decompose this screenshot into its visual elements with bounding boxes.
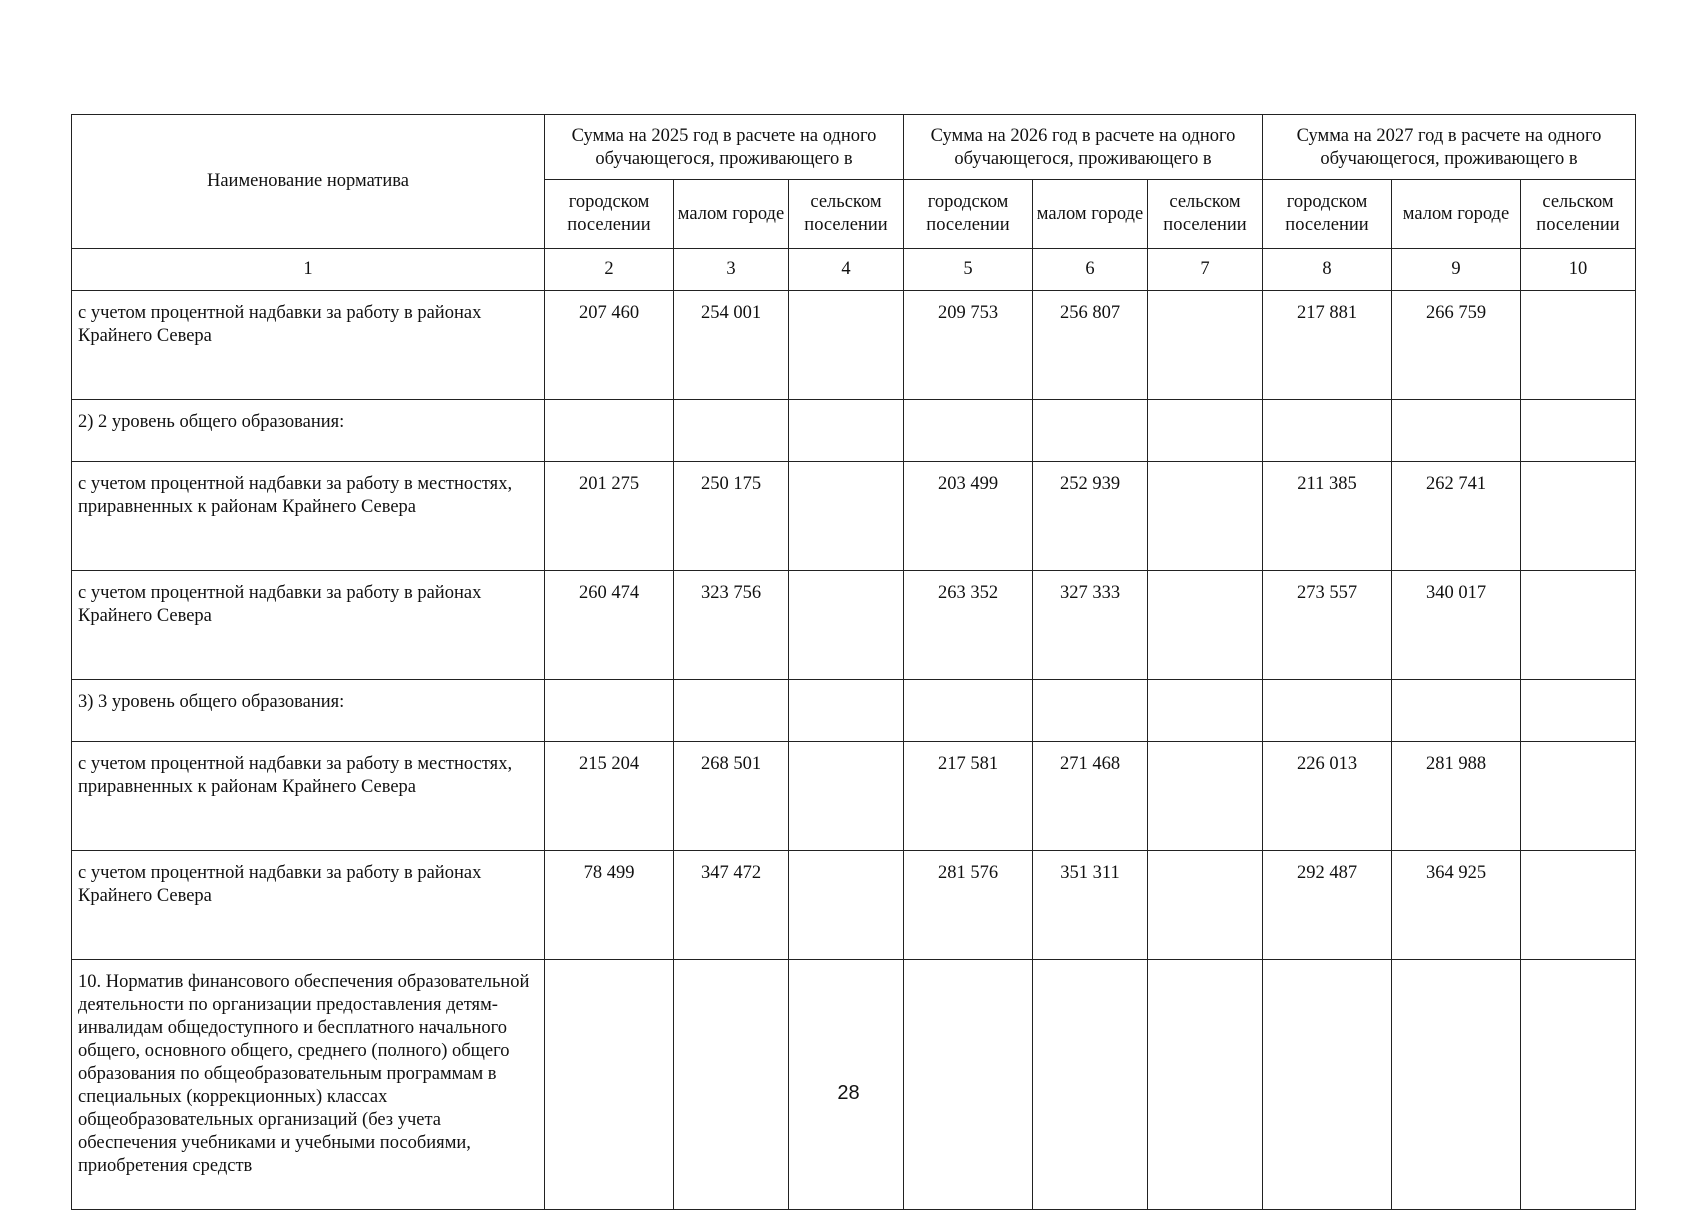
column-number: 4 [789,249,904,291]
value-cell: 263 352 [904,571,1033,680]
column-number: 7 [1148,249,1263,291]
table-row [72,680,1636,742]
subheader-cell: малом городе [1392,180,1521,249]
value-cell: 209 753 [904,291,1033,400]
value-cell: 217 581 [904,742,1033,851]
value-cell [904,680,1033,742]
value-cell: 256 807 [1033,291,1148,400]
column-number: 6 [1033,249,1148,291]
value-cell [1033,680,1148,742]
value-cell [1521,851,1636,960]
value-cell: 281 988 [1392,742,1521,851]
value-cell: 217 881 [1263,291,1392,400]
row-name: с учетом процентной надбавки за работу в районах Крайнего Севера [72,571,545,680]
value-cell [1392,400,1521,462]
value-cell [789,680,904,742]
row-name: с учетом процентной надбавки за работу в районах Крайнего Севера [72,851,545,960]
value-cell [1148,462,1263,571]
column-number-row [72,249,1636,291]
value-cell [1521,462,1636,571]
value-cell [1148,680,1263,742]
subheader-cell: малом городе [674,180,789,249]
value-cell: 254 001 [674,291,789,400]
header-row-groups [72,115,1636,180]
subheader-cell: сельском поселении [1521,180,1636,249]
header-group-2026: Сумма на 2026 год в расчете на одного обучающегося, проживающего в [904,115,1263,180]
table-row [72,851,1636,960]
row-name: с учетом процентной надбавки за работу в районах Крайнего Севера [72,291,545,400]
value-cell: 281 576 [904,851,1033,960]
subheader-cell: городском поселении [545,180,674,249]
value-cell [1521,742,1636,851]
value-cell [789,291,904,400]
value-cell [1148,851,1263,960]
column-number: 8 [1263,249,1392,291]
value-cell [1521,680,1636,742]
column-number: 5 [904,249,1033,291]
value-cell [1263,680,1392,742]
value-cell [904,400,1033,462]
value-cell [1263,400,1392,462]
value-cell: 327 333 [1033,571,1148,680]
value-cell: 226 013 [1263,742,1392,851]
column-number: 3 [674,249,789,291]
row-name: с учетом процентной надбавки за работу в местностях, приравненных к районам Крайнего Севера [72,742,545,851]
value-cell [1521,571,1636,680]
header-group-2025: Сумма на 2025 год в расчете на одного обучающегося, проживающего в [545,115,904,180]
value-cell [545,680,674,742]
value-cell: 266 759 [1392,291,1521,400]
value-cell [1148,742,1263,851]
value-cell: 268 501 [674,742,789,851]
page-number: 28 [837,1082,860,1104]
value-cell [789,571,904,680]
value-cell: 364 925 [1392,851,1521,960]
value-cell: 203 499 [904,462,1033,571]
value-cell: 340 017 [1392,571,1521,680]
value-cell: 250 175 [674,462,789,571]
value-cell [789,742,904,851]
table-row [72,462,1636,571]
value-cell [789,400,904,462]
value-cell [1148,571,1263,680]
row-name: 3) 3 уровень общего образования: [72,680,545,742]
column-number: 1 [72,249,545,291]
value-cell: 215 204 [545,742,674,851]
value-cell [674,400,789,462]
value-cell [1521,291,1636,400]
value-cell: 262 741 [1392,462,1521,571]
value-cell: 273 557 [1263,571,1392,680]
value-cell: 211 385 [1263,462,1392,571]
value-cell [1148,291,1263,400]
table-row [72,291,1636,400]
column-number: 2 [545,249,674,291]
column-number: 10 [1521,249,1636,291]
column-number: 9 [1392,249,1521,291]
value-cell: 323 756 [674,571,789,680]
subheader-cell: сельском поселении [789,180,904,249]
row-name: 10. Норматив финансового обеспечения образовательной деятельности по организации предоставления детям-инвалидам общедоступного и бесплатного начального общего, основного общего, среднего (полного) общего образования по общеобразовательным программам в специальных (коррекционных) классах общеобразовательных организаций (без учета обеспечения учебниками и учебными пособиями, приобретения средств [72,960,545,1210]
value-cell [674,680,789,742]
value-cell: 351 311 [1033,851,1148,960]
value-cell: 271 468 [1033,742,1148,851]
header-normative-name: Наименование норматива [72,115,545,249]
subheader-cell: городском поселении [1263,180,1392,249]
value-cell: 260 474 [545,571,674,680]
header-group-2027: Сумма на 2027 год в расчете на одного обучающегося, проживающего в [1263,115,1636,180]
value-cell [1392,680,1521,742]
value-cell: 347 472 [674,851,789,960]
value-cell [1521,400,1636,462]
value-cell [1148,400,1263,462]
value-cell [1033,400,1148,462]
table-row [72,571,1636,680]
value-cell [545,400,674,462]
subheader-cell: малом городе [1033,180,1148,249]
value-cell: 252 939 [1033,462,1148,571]
row-name: 2) 2 уровень общего образования: [72,400,545,462]
row-name: с учетом процентной надбавки за работу в местностях, приравненных к районам Крайнего Севера [72,462,545,571]
normative-table [71,114,1636,1210]
value-cell: 292 487 [1263,851,1392,960]
subheader-cell: сельском поселении [1148,180,1263,249]
subheader-cell: городском поселении [904,180,1033,249]
value-cell [789,462,904,571]
table-row [72,742,1636,851]
table-row [72,400,1636,462]
value-cell: 78 499 [545,851,674,960]
value-cell: 201 275 [545,462,674,571]
value-cell: 207 460 [545,291,674,400]
value-cell [789,851,904,960]
